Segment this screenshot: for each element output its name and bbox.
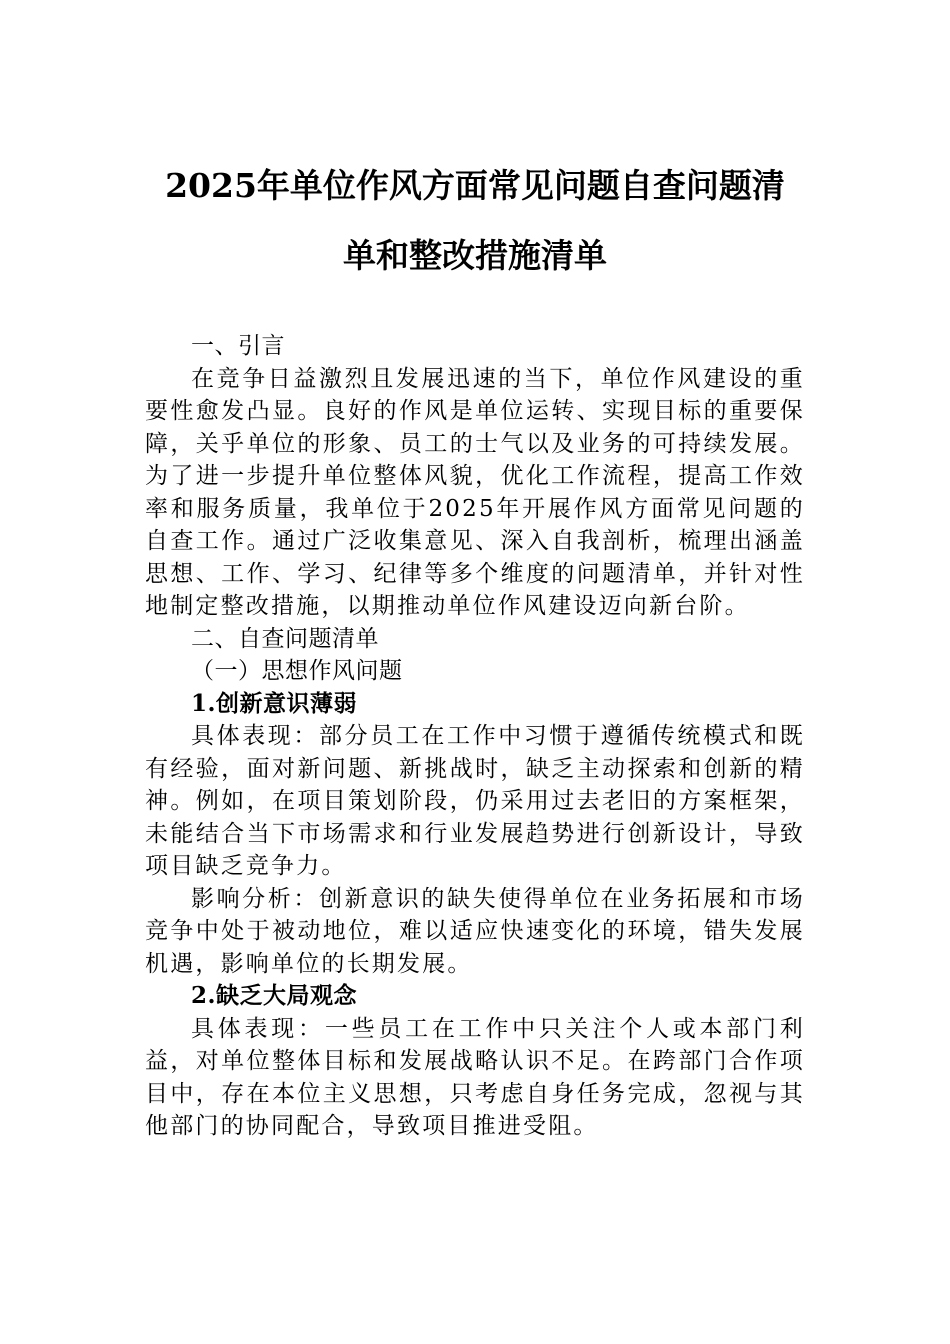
document-body xyxy=(145,330,805,1143)
item-1-performance-paragraph: 具体表现：部分员工在工作中习惯于遵循传统模式和既有经验，面对新问题、新挑战时，缺乏主动探索和创新的精神。例如，在项目策划阶段，仍采用过去老旧的方案框架，未能结合当下市场需求和行业发展趋势进行创新设计，导致项目缺乏竞争力。 xyxy=(145,723,805,879)
item-2-performance-paragraph: 具体表现：一些员工在工作中只关注个人或本部门利益，对单位整体目标和发展战略认识不足。在跨部门合作项目中，存在本位主义思想，只考虑自身任务完成，忽视与其他部门的协同配合，导致项目推进受阻。 xyxy=(145,1015,805,1139)
document-title-line-1: 2025年单位作风方面常见问题自查问题清 xyxy=(165,166,785,205)
item-2-heading: 2.缺乏大局观念 xyxy=(191,982,358,1009)
checklist-heading: 二、自查问题清单 xyxy=(191,625,379,652)
subsection-ideology-heading: （一）思想作风问题 xyxy=(191,658,403,684)
intro-paragraph: 在竞争日益激烈且发展迅速的当下，单位作风建设的重要性愈发凸显。良好的作风是单位运转、实现目标的重要保障，关乎单位的形象、员工的士气以及业务的可持续发展。为了进一步提升单位整体风貌，优化工作流程，提高工作效率和服务质量，我单位于2025年开展作风方面常见问题的自查工作。通过广泛收集意见、深入自我剖析，梳理出涵盖思想、工作、学习、纪律等多个维度的问题清单，并针对性地制定整改措施，以期推动单位作风建设迈向新台阶。 xyxy=(145,365,805,619)
item-1-impact-paragraph: 影响分析：创新意识的缺失使得单位在业务拓展和市场竞争中处于被动地位，难以适应快速变化的环境，错失发展机遇，影响单位的长期发展。 xyxy=(145,885,805,977)
item-1-heading: 1.创新意识薄弱 xyxy=(191,689,358,717)
document-title-line-2: 单和整改措施清单 xyxy=(343,236,607,275)
intro-heading: 一、引言 xyxy=(191,333,285,359)
